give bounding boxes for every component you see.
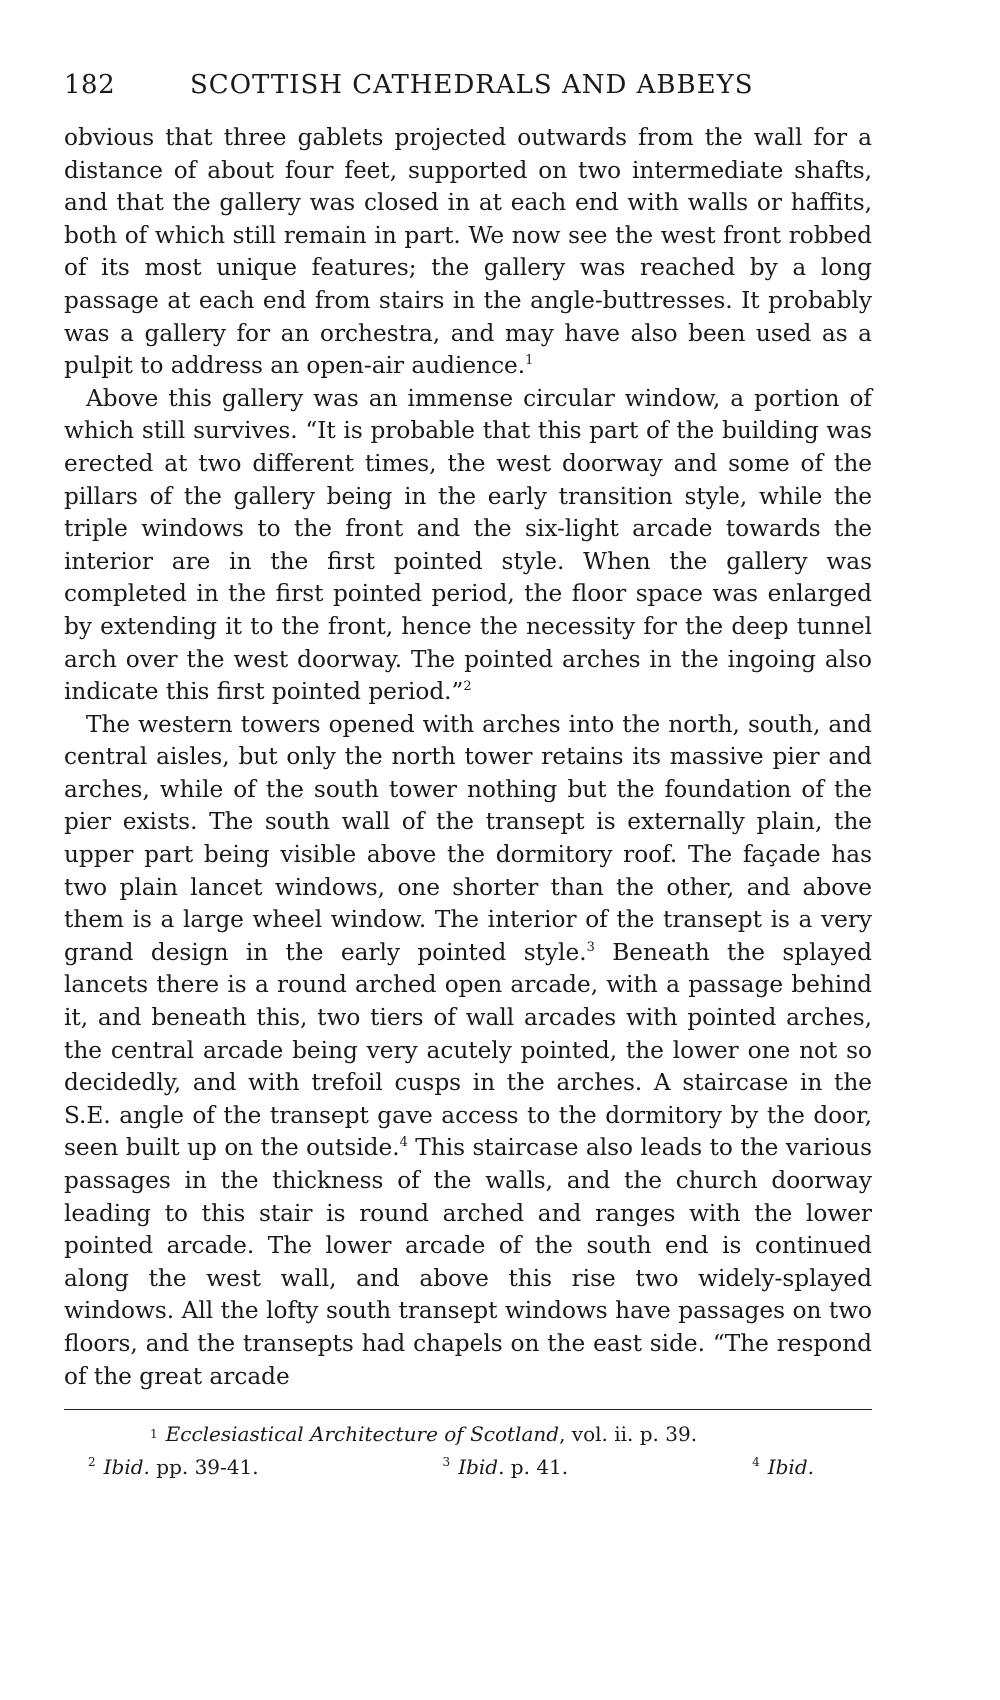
footnote-3-mark: 3	[442, 1455, 451, 1470]
footnote-ref-4: 4	[399, 1135, 408, 1151]
running-title: SCOTTISH CATHEDRALS AND ABBEYS	[190, 70, 754, 100]
footnote-3	[443, 1448, 569, 1481]
footnote-2-rest: pp. 39-41.	[149, 1455, 259, 1480]
footnote-1-title: Ecclesiastical Architecture of Scotland	[165, 1422, 560, 1447]
footnote-ref-1: 1	[525, 353, 534, 369]
footnote-row-2	[64, 1448, 872, 1481]
footnote-1-rest: , vol. ii. p. 39.	[559, 1422, 698, 1447]
paragraph-1	[64, 122, 872, 383]
footnote-2-mark: 2	[88, 1455, 96, 1470]
paragraph-3-text-c: This staircase also leads to the various passages in the thickness of the walls, and the church doorway leading to this stair is round arched and ranges with the lower pointed arcade. The lower arcade of the south end is continued along the west wall, and above this rise two widely-splayed windows. All the lofty south transept windows have passages on two floors, and the transepts had chapels on the east side. “The respond of the great arcade	[64, 1134, 872, 1390]
footnote-ref-2: 2	[463, 679, 472, 695]
paragraph-2	[64, 383, 872, 709]
paragraph-1-text: obvious that three gablets projected outwards from the wall for a distance of about four feet, supported on two intermediate shafts, and that the gallery was closed in at each end with walls or haffits, both of which still remain in part. We now see the west front robbed of its most unique features; the gallery was reached by a long passage at each end from stairs in the angle-buttresses. It probably was a gallery for an orchestra, and may have also been used as a pulpit to address an open-air audience.	[64, 124, 872, 380]
footnote-1	[64, 1420, 872, 1448]
page-number: 182	[64, 70, 116, 100]
footnote-3-ibid: Ibid.	[458, 1455, 505, 1480]
running-head	[64, 70, 872, 100]
footnote-4-mark: 4	[752, 1455, 760, 1470]
paragraph-3-text-a: The western towers opened with arches into the north, south, and central aisles, but only the north tower retains its massive pier and arches, while of the south tower nothing but the foundation of the pier exists. The south wall of the transept is externally plain, the upper part being visible above the dormitory roof. The façade has two plain lancet windows, one shorter than the other, and above them is a large wheel window. The interior of the transept is a very grand design in the early pointed style.	[64, 710, 872, 966]
footnote-2-ibid: Ibid.	[103, 1455, 150, 1480]
book-page	[64, 70, 872, 1481]
paragraph-3-text-b: Beneath the splayed lancets there is a round arched open arcade, with a passage behind it, and beneath this, two tiers of wall arcades with pointed arches, the central arcade being very acutely pointed, the lower one not so decidedly, and with trefoil cusps in the arches. A staircase in the S.E. angle of the transept gave access to the dormitory by the door, seen built up on the outside.	[64, 938, 872, 1162]
paragraph-2-text: Above this gallery was an immense circular window, a portion of which still survives. “It is probable that this part of the building was erected at two different times, the west doorway and some of the pillars of the gallery being in the early transition style, while the triple windows to the front and the six-light arcade towards the interior are in the first pointed style. When the gallery was completed in the first pointed period, the floor space was enlarged by extending it to the front, hence the necessity for the deep tunnel arch over the west doorway. The pointed arches in the ingoing also indicate this first pointed period.”	[64, 384, 872, 706]
footnote-3-rest: p. 41.	[504, 1455, 569, 1480]
footnote-4	[752, 1448, 814, 1481]
body-text	[64, 122, 872, 1393]
paragraph-3	[64, 709, 872, 1393]
footnote-4-ibid: Ibid.	[767, 1455, 814, 1480]
footnotes	[64, 1420, 872, 1481]
footnote-divider	[64, 1409, 872, 1410]
footnote-1-mark: 1	[150, 1427, 158, 1442]
footnote-ref-3: 3	[586, 939, 595, 955]
footnote-2	[88, 1448, 259, 1481]
